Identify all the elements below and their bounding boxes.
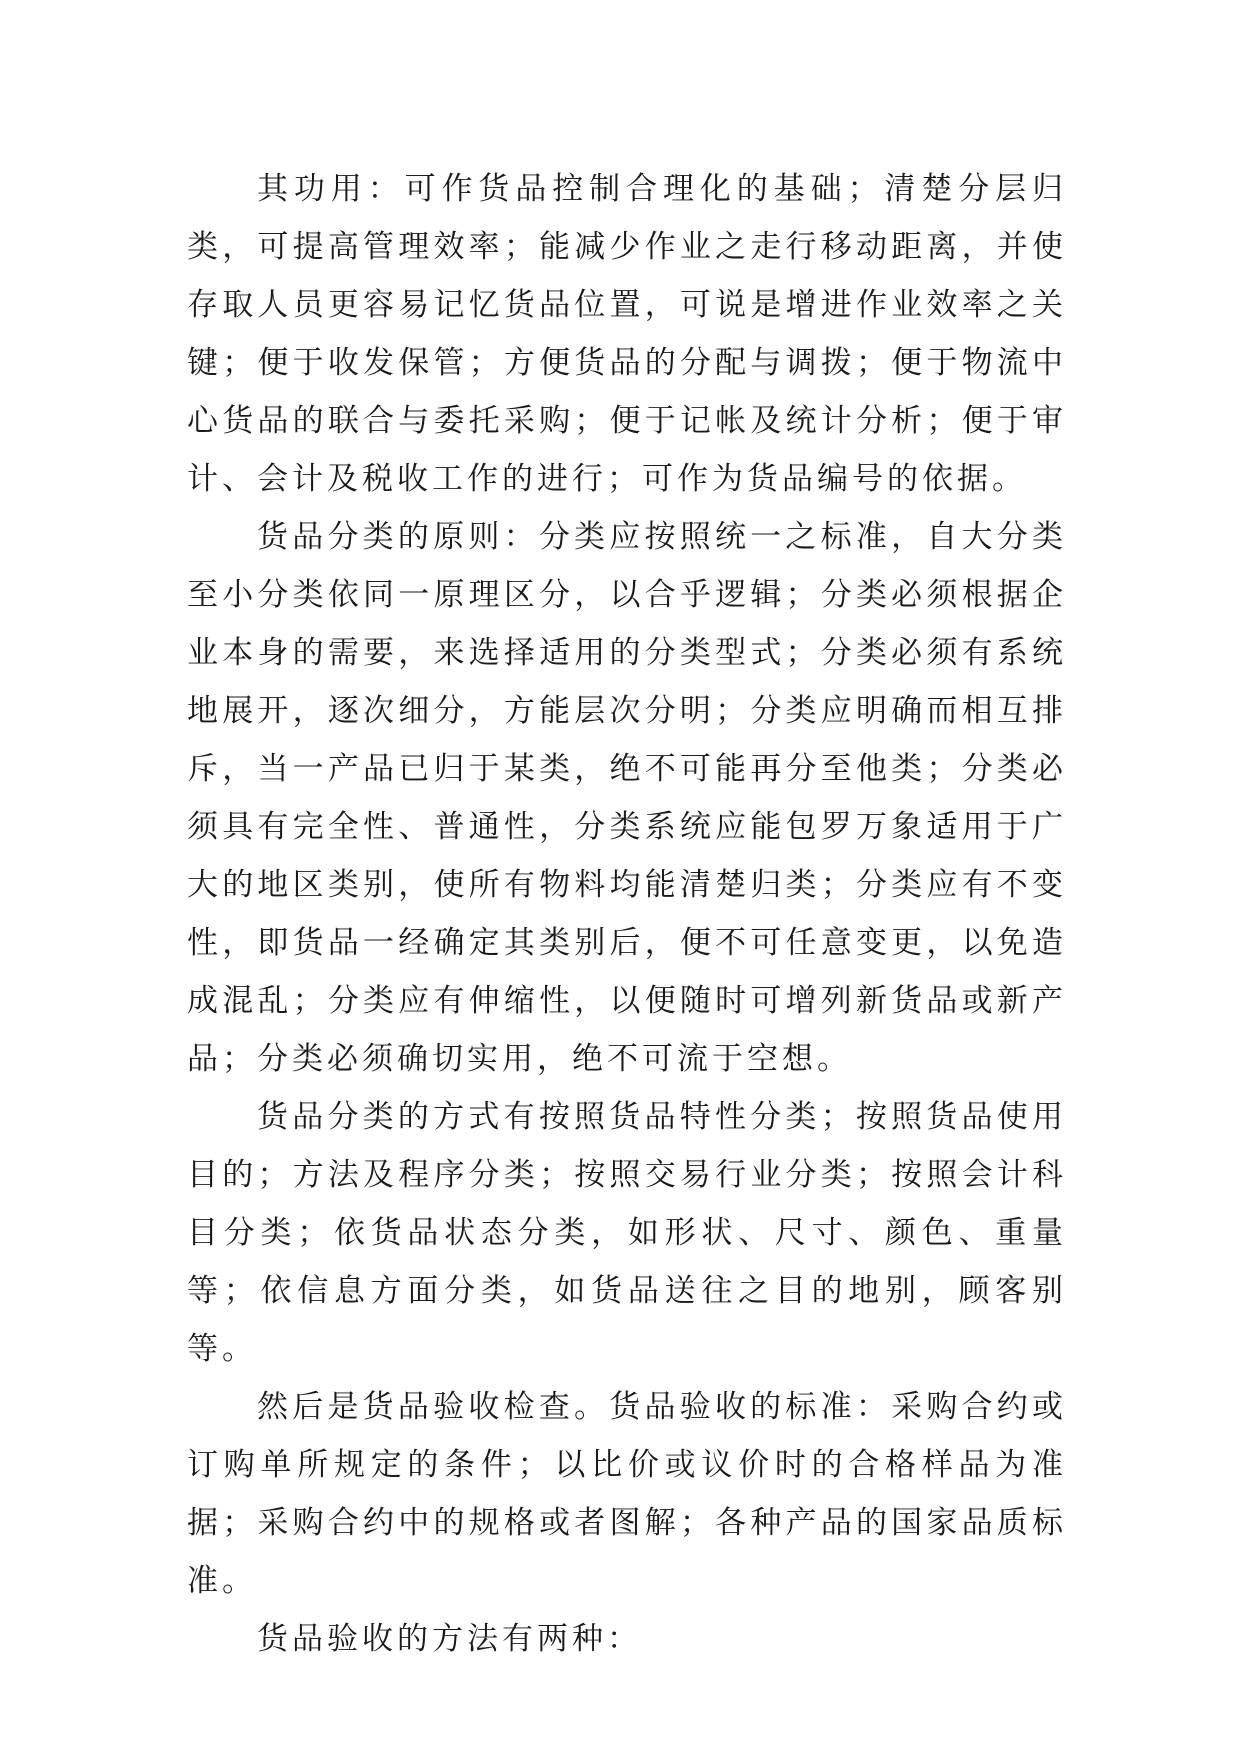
paragraph-inspection-methods: 货品验收的方法有两种： <box>257 1621 642 1657</box>
paragraph-inspection-standards: 然后是货品验收检查。货品验收的标准：采购合约或订购单所规定的条件；以比价或议价时的合格样品为准据；采购合约中的规格或者图解；各种产品的国家品质标准。 <box>187 1389 1067 1599</box>
paragraph-classification-methods: 货品分类的方式有按照货品特性分类；按照货品使用目的；方法及程序分类；按照交易行业分类；按照会计科目分类；依货品状态分类，如形状、尺寸、颜色、重量等；依信息方面分类，如货品送往之目的地别，顾客别等。 <box>187 1099 1067 1367</box>
body-text <box>187 160 1067 1668</box>
paragraph-classification-principles: 货品分类的原则：分类应按照统一之标准，自大分类至小分类依同一原理区分，以合乎逻辑；分类必须根据企业本身的需要，来选择适用的分类型式；分类必须有系统地展开，逐次细分，方能层次分明；分类应明确而相互排斥，当一产品已归于某类，绝不可能再分至他类；分类必须具有完全性、普通性，分类系统应能包罗万象适用于广大的地区类别，使所有物料均能清楚归类；分类应有不变性，即货品一经确定其类别后，便不可任意变更，以免造成混乱；分类应有伸缩性，以便随时可增列新货品或新产品；分类必须确切实用，绝不可流于空想。 <box>187 519 1067 1077</box>
paragraph-functions: 其功用：可作货品控制合理化的基础；清楚分层归类，可提高管理效率；能减少作业之走行移动距离，并使存取人员更容易记忆货品位置，可说是增进作业效率之关键；便于收发保管；方便货品的分配与调拨；便于物流中心货品的联合与委托采购；便于记帐及统计分析；便于审计、会计及税收工作的进行；可作为货品编号的依据。 <box>187 171 1067 497</box>
